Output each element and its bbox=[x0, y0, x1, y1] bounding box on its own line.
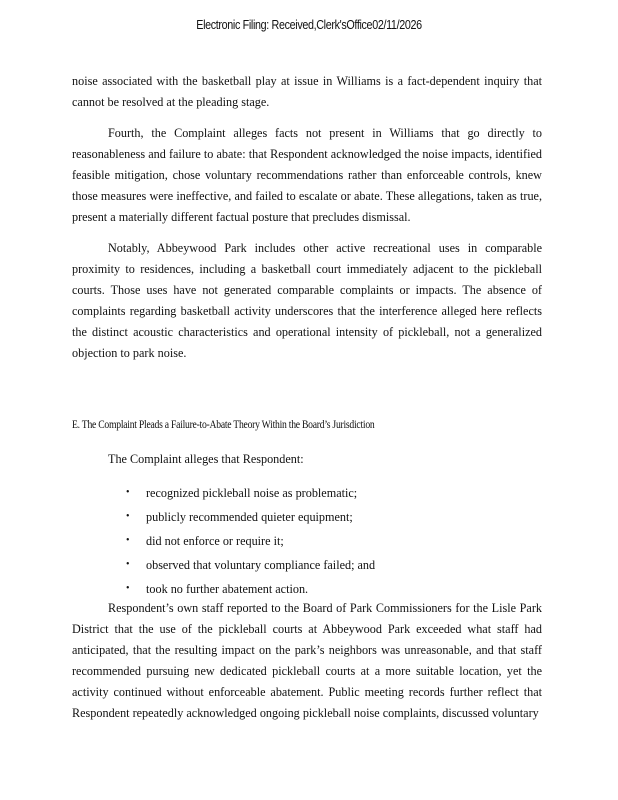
list-item bbox=[126, 481, 375, 505]
list-item-text: publicly recommended quieter equipment; bbox=[146, 510, 353, 524]
list-item-text: took no further abatement action. bbox=[146, 582, 309, 596]
list-item-text: recognized pickleball noise as problematic; bbox=[146, 486, 358, 500]
bullet-icon: • bbox=[126, 583, 130, 594]
list-item-text: did not enforce or require it; bbox=[146, 534, 284, 548]
bullet-icon: • bbox=[126, 487, 130, 498]
list-item bbox=[126, 529, 375, 553]
bullet-icon: • bbox=[126, 511, 130, 522]
paragraph-notably: Notably, Abbeywood Park includes other active recreational uses in comparable proximity to residences, including a basketball court immediately adjacent to the pickleball courts. Those uses have not generated comparable complaints or impacts. The absence of complaints regarding basketball activity underscores that the interference alleged here reflects the distinct acoustic characteristics and operational intensity of pickleball, not a generalized objection to park noise. bbox=[72, 241, 542, 360]
paragraph-fourth: Fourth, the Complaint alleges facts not present in Williams that go directly to reasonableness and failure to abate: that Respondent acknowledged the noise impacts, identified feasible mitigation, chose voluntary recommendations rather than enforceable controls, knew those measures were ineffective, and failed to escalate or abate. These allegations, taken as true, present a materially different factual posture that precludes dismissal. bbox=[72, 126, 542, 224]
list-item bbox=[126, 553, 375, 577]
body-text-upper bbox=[72, 71, 542, 364]
paragraph-continuation: noise associated with the basketball play at issue in Williams is a fact-dependent inquiry that cannot be resolved at the pleading stage. bbox=[72, 74, 542, 109]
list-item-text: observed that voluntary compliance failed; and bbox=[146, 558, 376, 572]
allegation-list bbox=[126, 481, 375, 601]
body-text-lower bbox=[72, 598, 542, 724]
bullet-icon: • bbox=[126, 559, 130, 570]
section-e-heading: E. The Complaint Pleads a Failure-to-Abate Theory Within the Board’s Jurisdiction bbox=[72, 419, 375, 431]
bullet-icon: • bbox=[126, 535, 130, 546]
list-item bbox=[126, 505, 375, 529]
paragraph-staff-report: Respondent’s own staff reported to the Board of Park Commissioners for the Lisle Park District that the use of the pickleball courts at Abbeywood Park exceeded what staff had anticipated, that the resulting impact on the park’s neighbors was unreasonable, and that staff recommended pursuing new dedicated pickleball courts at a more suitable location, yet the activity continued without enforceable abatement. Public meeting records further reflect that Respondent repeatedly acknowledged ongoing pickleball noise complaints, discussed voluntary bbox=[72, 601, 542, 720]
section-e-intro: The Complaint alleges that Respondent: bbox=[108, 452, 304, 466]
filing-stamp-header: Electronic Filing: Received,Clerk'sOffice02/11/2026 bbox=[196, 18, 422, 32]
